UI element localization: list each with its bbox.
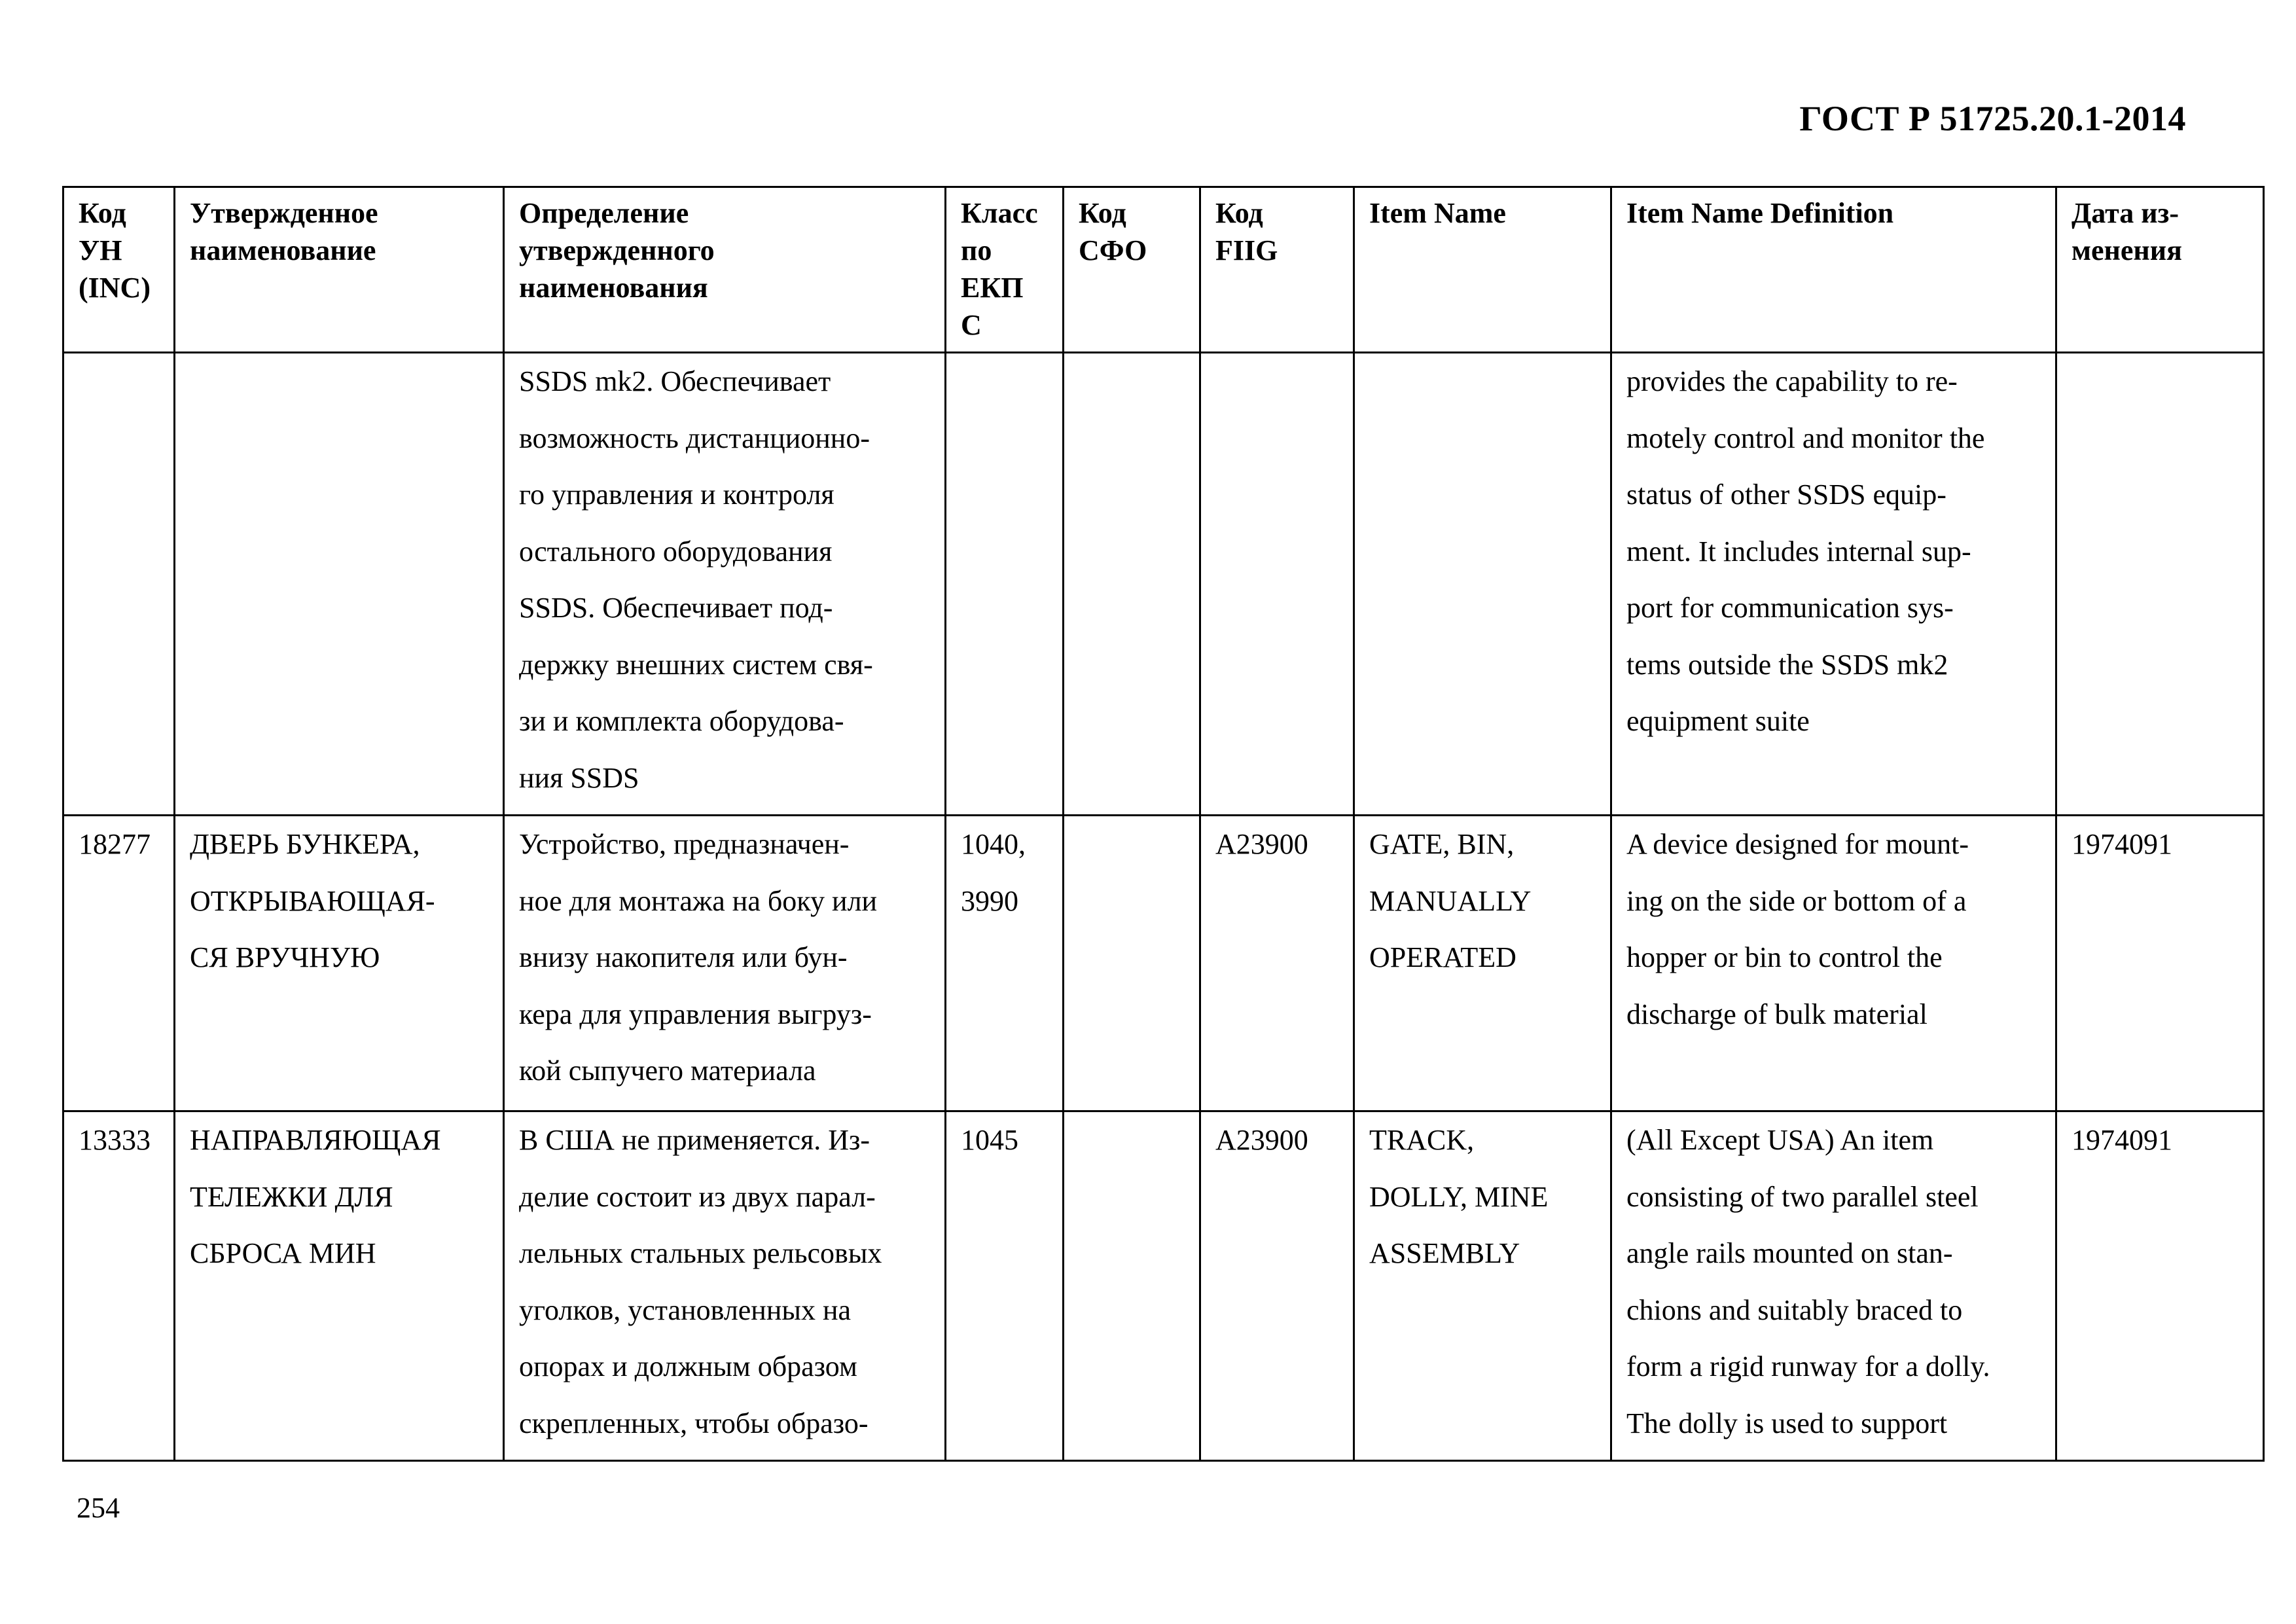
cell-item-definition xyxy=(1611,353,2056,816)
cell-line: motely control and monitor the xyxy=(1626,422,1985,454)
cell-line: опорах и должным образом xyxy=(519,1350,857,1382)
cell-line: ДВЕРЬ БУНКЕРА, xyxy=(190,828,420,860)
cell-line: Дата из- xyxy=(2072,197,2179,229)
cell-fiig xyxy=(1200,353,1354,816)
cell-line: утвержденного xyxy=(519,234,715,266)
cell-date xyxy=(2056,353,2264,816)
cell-fiig xyxy=(1200,816,1354,1111)
cell-line: Код xyxy=(79,197,126,229)
cell-line: ing on the side or bottom of a xyxy=(1626,884,1967,917)
cell-item-name xyxy=(1354,1111,1611,1461)
cell-line: 1974091 xyxy=(2072,1124,2172,1156)
cell-line: SSDS. Обеспечивает под- xyxy=(519,592,833,624)
header-sfo xyxy=(1064,187,1200,353)
header-inc xyxy=(63,187,175,353)
header-class xyxy=(946,187,1064,353)
cell-class xyxy=(946,816,1064,1111)
cell-line: наименования xyxy=(519,272,708,304)
cell-sfo xyxy=(1064,353,1200,816)
cell-date xyxy=(2056,816,2264,1111)
table-header-row xyxy=(63,187,2264,353)
cell-line: chions and suitably braced to xyxy=(1626,1293,1963,1326)
cell-inc xyxy=(63,816,175,1111)
cell-line: form a rigid runway for a dolly. xyxy=(1626,1350,1990,1382)
cell-approved-name xyxy=(175,1111,504,1461)
cell-line: Утвержденное xyxy=(190,197,378,229)
cell-line: TRACK, xyxy=(1369,1124,1475,1156)
cell-line: Класс xyxy=(961,197,1038,229)
cell-line: 1974091 xyxy=(2072,828,2172,860)
cell-line: 18277 xyxy=(79,828,151,860)
cell-line: внизу накопителя или бун- xyxy=(519,941,848,973)
cell-sfo xyxy=(1064,816,1200,1111)
cell-line: ОТКРЫВАЮЩАЯ- xyxy=(190,884,435,917)
cell-line: возможность дистанционно- xyxy=(519,422,870,454)
cell-line: делие состоит из двух парал- xyxy=(519,1180,876,1213)
cell-line: DOLLY, MINE xyxy=(1369,1180,1549,1213)
cell-item-name xyxy=(1354,816,1611,1111)
cell-line: discharge of bulk material xyxy=(1626,998,1928,1030)
cell-line: С xyxy=(961,309,982,341)
cell-line: Item Name Definition xyxy=(1626,197,1894,229)
cell-line: provides the capability to re- xyxy=(1626,365,1958,397)
cell-line: A23900 xyxy=(1215,828,1308,860)
cell-line: consisting of two parallel steel xyxy=(1626,1180,1979,1213)
cell-definition xyxy=(504,1111,946,1461)
cell-line: ASSEMBLY xyxy=(1369,1237,1520,1269)
cell-line: angle rails mounted on stan- xyxy=(1626,1237,1953,1269)
cell-line: ное для монтажа на боку или xyxy=(519,884,878,917)
cell-class xyxy=(946,1111,1064,1461)
cell-line: кой сыпучего материала xyxy=(519,1055,816,1087)
header-definition xyxy=(504,187,946,353)
cell-line: В США не применяется. Из- xyxy=(519,1124,870,1156)
cell-line: держку внешних систем свя- xyxy=(519,648,873,681)
cell-line: СФО xyxy=(1079,234,1147,266)
cell-line: лельных стальных рельсовых xyxy=(519,1237,882,1269)
header-approved-name xyxy=(175,187,504,353)
cell-fiig xyxy=(1200,1111,1354,1461)
cell-definition xyxy=(504,816,946,1111)
cell-line: кера для управления выгруз- xyxy=(519,998,872,1030)
cell-line: по xyxy=(961,234,992,266)
cell-line: 13333 xyxy=(79,1124,151,1156)
cell-line: OPERATED xyxy=(1369,941,1516,973)
cell-line: status of other SSDS equip- xyxy=(1626,478,1946,511)
cell-line: УН xyxy=(79,234,122,266)
cell-line: equipment suite xyxy=(1626,705,1810,737)
cell-line: 1045 xyxy=(961,1124,1018,1156)
cell-line: 1040, xyxy=(961,828,1026,860)
cell-inc xyxy=(63,353,175,816)
table-row xyxy=(63,816,2264,1111)
cell-line: Item Name xyxy=(1369,197,1506,229)
cell-line: Устройство, предназначен- xyxy=(519,828,850,860)
cell-line: (All Except USA) An item xyxy=(1626,1124,1934,1156)
cell-line: The dolly is used to support xyxy=(1626,1407,1948,1439)
cell-line: A device designed for mount- xyxy=(1626,828,1969,860)
cell-line: FIIG xyxy=(1215,234,1278,266)
cell-line: наименование xyxy=(190,234,376,266)
cell-line: НАПРАВЛЯЮЩАЯ xyxy=(190,1124,441,1156)
cell-item-definition xyxy=(1611,816,2056,1111)
cell-line: hopper or bin to control the xyxy=(1626,941,1943,973)
cell-item-name xyxy=(1354,353,1611,816)
header-item-definition xyxy=(1611,187,2056,353)
cell-line: 3990 xyxy=(961,884,1018,917)
cell-line: ЕКП xyxy=(961,272,1024,304)
cell-inc xyxy=(63,1111,175,1461)
cell-line: GATE, BIN, xyxy=(1369,828,1515,860)
nomenclature-table xyxy=(62,186,2265,1462)
cell-line: го управления и контроля xyxy=(519,478,834,511)
cell-line: остального оборудования xyxy=(519,535,833,568)
cell-line: port for communication sys- xyxy=(1626,592,1954,624)
cell-line: SSDS mk2. Обеспечивает xyxy=(519,365,831,397)
cell-line: скрепленных, чтобы образо- xyxy=(519,1407,869,1439)
cell-line: Определение xyxy=(519,197,689,229)
cell-approved-name xyxy=(175,353,504,816)
header-item-name xyxy=(1354,187,1611,353)
cell-class xyxy=(946,353,1064,816)
cell-line: зи и комплекта оборудова- xyxy=(519,705,844,737)
cell-sfo xyxy=(1064,1111,1200,1461)
cell-line: ния SSDS xyxy=(519,761,639,794)
cell-definition xyxy=(504,353,946,816)
cell-line: tems outside the SSDS mk2 xyxy=(1626,648,1948,681)
cell-line: MANUALLY xyxy=(1369,884,1532,917)
header-fiig xyxy=(1200,187,1354,353)
cell-line: (INC) xyxy=(79,272,151,304)
cell-line: Код xyxy=(1079,197,1126,229)
cell-line: ТЕЛЕЖКИ ДЛЯ xyxy=(190,1180,393,1213)
cell-line: СЯ ВРУЧНУЮ xyxy=(190,941,380,973)
table-row xyxy=(63,353,2264,816)
cell-line: A23900 xyxy=(1215,1124,1308,1156)
header-date xyxy=(2056,187,2264,353)
cell-line: ment. It includes internal sup- xyxy=(1626,535,1971,568)
cell-approved-name xyxy=(175,816,504,1111)
cell-date xyxy=(2056,1111,2264,1461)
cell-item-definition xyxy=(1611,1111,2056,1461)
cell-line: менения xyxy=(2072,234,2182,266)
cell-line: СБРОСА МИН xyxy=(190,1237,376,1269)
page-number: 254 xyxy=(77,1492,120,1524)
table-row xyxy=(63,1111,2264,1461)
cell-line: уголков, установленных на xyxy=(519,1293,852,1326)
document-standard-title: ГОСТ Р 51725.20.1-2014 xyxy=(1799,99,2186,138)
cell-line: Код xyxy=(1215,197,1263,229)
